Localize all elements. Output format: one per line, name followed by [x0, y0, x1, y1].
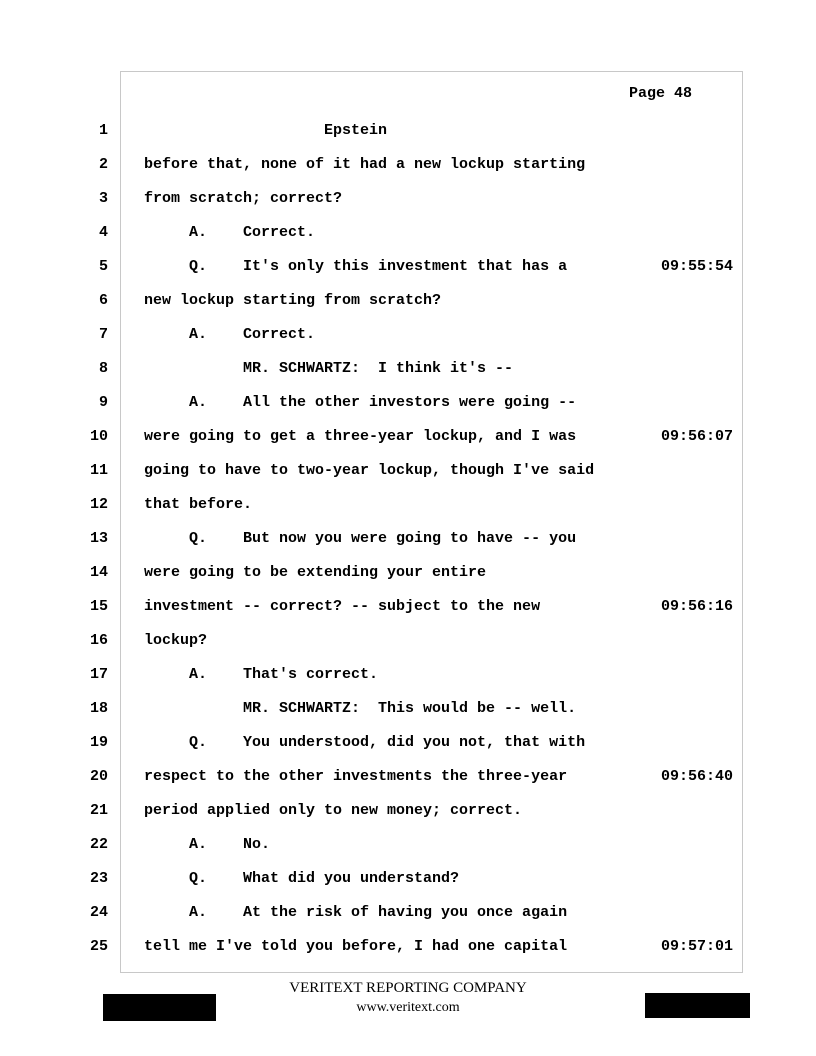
line-text: Q. You understood, did you not, that with	[144, 734, 586, 751]
line-number: 15	[89, 598, 108, 615]
line-text: new lockup starting from scratch?	[144, 292, 442, 309]
line-number: 19	[89, 734, 108, 751]
line-text: were going to be extending your entire	[144, 564, 487, 581]
transcript-line	[0, 121, 816, 141]
timestamp: 09:57:01	[661, 938, 734, 955]
line-text: Q. What did you understand?	[144, 870, 460, 887]
line-number: 6	[98, 292, 108, 309]
line-number: 9	[98, 394, 108, 411]
line-text: MR. SCHWARTZ: This would be -- well.	[144, 700, 577, 717]
line-text: A. Correct.	[144, 326, 316, 343]
timestamp: 09:56:40	[661, 768, 734, 785]
line-number: 20	[89, 768, 108, 785]
line-text: A. No.	[144, 836, 271, 853]
line-text: period applied only to new money; correct.	[144, 802, 523, 819]
line-number: 22	[89, 836, 108, 853]
line-number: 3	[98, 190, 108, 207]
transcript-line	[0, 189, 816, 209]
line-number: 23	[89, 870, 108, 887]
transcript-line	[0, 223, 816, 243]
line-text: that before.	[144, 496, 253, 513]
transcript-line	[0, 937, 816, 957]
transcript-line	[0, 359, 816, 379]
line-text: from scratch; correct?	[144, 190, 343, 207]
line-number: 2	[98, 156, 108, 173]
line-text: respect to the other investments the three-year	[144, 768, 568, 785]
page-number: Page 48	[629, 85, 693, 102]
transcript-line	[0, 291, 816, 311]
transcript-line	[0, 801, 816, 821]
line-text: lockup?	[144, 632, 208, 649]
transcript-line	[0, 835, 816, 855]
footer-company: VERITEXT REPORTING COMPANY	[289, 980, 527, 996]
transcript-line	[0, 325, 816, 345]
line-number: 5	[98, 258, 108, 275]
line-text: Q. It's only this investment that has a	[144, 258, 568, 275]
transcript-line	[0, 631, 816, 651]
line-text: before that, none of it had a new lockup starting	[144, 156, 586, 173]
transcript-line	[0, 733, 816, 753]
line-text: investment -- correct? -- subject to the new	[144, 598, 541, 615]
transcript-line	[0, 563, 816, 583]
line-number: 1	[98, 122, 108, 139]
redaction-box-right	[645, 993, 750, 1018]
line-number: 4	[98, 224, 108, 241]
line-number: 21	[89, 802, 108, 819]
transcript-line	[0, 529, 816, 549]
line-text: tell me I've told you before, I had one capital	[144, 938, 568, 955]
transcript-line	[0, 903, 816, 923]
timestamp: 09:56:16	[661, 598, 734, 615]
transcript-line	[0, 665, 816, 685]
line-number: 24	[89, 904, 108, 921]
line-text: going to have to two-year lockup, though I've said	[144, 462, 595, 479]
line-number: 17	[89, 666, 108, 683]
line-number: 16	[89, 632, 108, 649]
line-text: were going to get a three-year lockup, and I was	[144, 428, 577, 445]
line-number: 14	[89, 564, 108, 581]
line-number: 11	[89, 462, 108, 479]
line-text: MR. SCHWARTZ: I think it's --	[144, 360, 514, 377]
transcript-line	[0, 869, 816, 889]
footer-url: www.veritext.com	[356, 1000, 460, 1015]
timestamp: 09:55:54	[661, 258, 734, 275]
line-number: 10	[89, 428, 108, 445]
transcript-line	[0, 393, 816, 413]
timestamp: 09:56:07	[661, 428, 734, 445]
transcript-line	[0, 427, 816, 447]
line-number: 7	[98, 326, 108, 343]
line-number: 12	[89, 496, 108, 513]
line-text: A. That's correct.	[144, 666, 379, 683]
line-text: A. At the risk of having you once again	[144, 904, 568, 921]
line-text: Q. But now you were going to have -- you	[144, 530, 577, 547]
line-text: A. Correct.	[144, 224, 316, 241]
line-text: Epstein	[144, 122, 388, 139]
transcript-line	[0, 767, 816, 787]
redaction-box-left	[103, 994, 216, 1021]
transcript-line	[0, 495, 816, 515]
line-text: A. All the other investors were going --	[144, 394, 577, 411]
transcript-line	[0, 155, 816, 175]
transcript-line	[0, 597, 816, 617]
line-number: 13	[89, 530, 108, 547]
transcript-line	[0, 699, 816, 719]
line-number: 8	[98, 360, 108, 377]
line-number: 25	[89, 938, 108, 955]
line-number: 18	[89, 700, 108, 717]
transcript-line	[0, 257, 816, 277]
transcript-line	[0, 461, 816, 481]
